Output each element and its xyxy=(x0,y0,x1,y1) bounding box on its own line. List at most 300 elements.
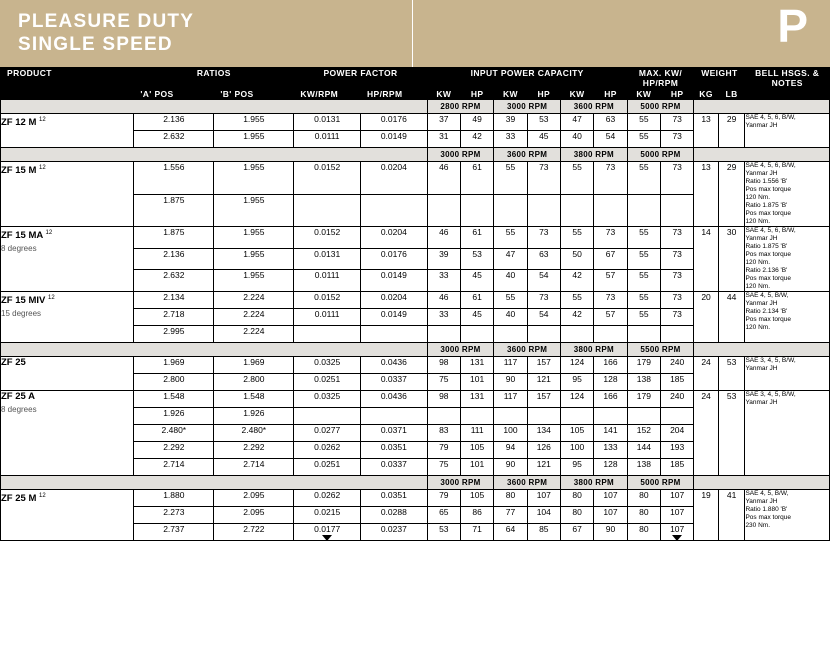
cell-kw-rpm: 0.0111 xyxy=(294,309,361,326)
rpm-band-label: 3000 RPM xyxy=(427,148,494,162)
cell-power-2 xyxy=(494,194,527,227)
cell-kw-rpm: 0.0177 xyxy=(294,524,361,541)
cell-a-pos: 2.714 xyxy=(134,459,214,476)
cell-power-5: 54 xyxy=(594,131,627,148)
cell-power-1 xyxy=(460,326,493,343)
cell-power-7: 240 xyxy=(661,391,694,408)
cell-power-6: 179 xyxy=(627,357,660,374)
cell-a-pos: 2.737 xyxy=(134,524,214,541)
cell-a-pos: 1.880 xyxy=(134,490,214,507)
page-banner xyxy=(0,0,830,67)
product-name-cell: ZF 15 M $^{12}$ xyxy=(1,162,134,227)
product-footnote-marker: 12 xyxy=(39,117,46,123)
cell-b-pos: 2.224 xyxy=(214,292,294,309)
cell-hp-rpm: 0.0351 xyxy=(361,490,428,507)
cell-power-3: 54 xyxy=(527,270,560,292)
cell-power-1: 45 xyxy=(460,270,493,292)
product-angle-label: 8 degrees xyxy=(1,405,37,414)
cell-b-pos: 2.722 xyxy=(214,524,294,541)
cell-power-7: 73 xyxy=(661,227,694,249)
cell-bell-housing-notes: SAE 4, 5, B/W, Yanmar JH Ratio 2.134 'B' Pos max torque 120 Nm. xyxy=(745,292,830,343)
th-hp-3: HP xyxy=(594,89,627,100)
cell-power-2: 55 xyxy=(494,292,527,309)
rpm-band-label: 2800 RPM xyxy=(427,100,494,114)
table-header xyxy=(1,68,830,100)
cell-power-1: 131 xyxy=(460,391,493,408)
cell-power-5: 128 xyxy=(594,374,627,391)
rpm-band-row xyxy=(1,148,830,162)
section-letter: P xyxy=(777,0,808,52)
cell-b-pos: 1.955 xyxy=(214,114,294,131)
cell-power-6: 55 xyxy=(627,227,660,249)
cell-power-1: 45 xyxy=(460,309,493,326)
cell-power-3: 54 xyxy=(527,309,560,326)
cell-power-3: 134 xyxy=(527,425,560,442)
product-footnote-marker: 12 xyxy=(47,295,55,301)
cell-hp-rpm: 0.0288 xyxy=(361,507,428,524)
cell-power-6 xyxy=(627,408,660,425)
cell-kw-rpm: 0.0251 xyxy=(294,374,361,391)
cell-power-0: 75 xyxy=(427,459,460,476)
cell-weight-kg: 14 xyxy=(694,227,718,292)
cell-power-5: 166 xyxy=(594,357,627,374)
th-power-factor: POWER FACTOR xyxy=(294,68,427,89)
rpm-band-spacer-end xyxy=(694,100,830,114)
cell-b-pos: 2.480* xyxy=(214,425,294,442)
rpm-band-row xyxy=(1,476,830,490)
cell-power-1: 61 xyxy=(460,292,493,309)
th-hp-1: HP xyxy=(460,89,493,100)
cell-power-4 xyxy=(560,326,593,343)
cell-power-5: 63 xyxy=(594,114,627,131)
cell-power-0: 46 xyxy=(427,227,460,249)
cell-b-pos: 1.955 xyxy=(214,131,294,148)
rpm-band-spacer-end xyxy=(694,476,830,490)
cell-weight-lb: 29 xyxy=(718,162,745,227)
cell-power-6 xyxy=(627,194,660,227)
th-a-pos: 'A' POS xyxy=(134,89,214,100)
cell-power-5: 133 xyxy=(594,442,627,459)
cell-power-5: 73 xyxy=(594,227,627,249)
cell-power-0: 83 xyxy=(427,425,460,442)
cell-power-2: 117 xyxy=(494,391,527,408)
cell-power-2: 33 xyxy=(494,131,527,148)
cell-hp-rpm: 0.0204 xyxy=(361,162,428,195)
cell-a-pos: 1.969 xyxy=(134,357,214,374)
cell-power-4: 105 xyxy=(560,425,593,442)
cell-power-7 xyxy=(661,408,694,425)
page-title-line2: SINGLE SPEED xyxy=(18,34,173,55)
cell-power-4 xyxy=(560,408,593,425)
rpm-band-spacer xyxy=(1,476,428,490)
cell-power-7: 185 xyxy=(661,374,694,391)
cell-power-3: 45 xyxy=(527,131,560,148)
rpm-band-label: 5500 RPM xyxy=(627,343,694,357)
cell-a-pos: 2.480* xyxy=(134,425,214,442)
cell-hp-rpm xyxy=(361,194,428,227)
cell-power-6: 144 xyxy=(627,442,660,459)
table-row xyxy=(1,227,830,249)
cell-power-0: 75 xyxy=(427,374,460,391)
continued-arrow-icon xyxy=(672,535,682,541)
cell-b-pos: 2.800 xyxy=(214,374,294,391)
rpm-band-spacer xyxy=(1,343,428,357)
rpm-band-label: 3800 RPM xyxy=(560,476,627,490)
th-lb: LB xyxy=(718,89,745,100)
cell-weight-kg: 19 xyxy=(694,490,718,541)
cell-power-2: 55 xyxy=(494,162,527,195)
th-kw-3: KW xyxy=(560,89,593,100)
cell-power-2: 55 xyxy=(494,227,527,249)
cell-weight-kg: 24 xyxy=(694,391,718,476)
cell-power-0: 33 xyxy=(427,309,460,326)
cell-power-1: 101 xyxy=(460,374,493,391)
cell-hp-rpm xyxy=(361,408,428,425)
cell-a-pos: 2.134 xyxy=(134,292,214,309)
cell-power-7: 107 xyxy=(661,507,694,524)
cell-weight-lb: 53 xyxy=(718,357,745,391)
cell-power-5 xyxy=(594,326,627,343)
cell-power-0: 39 xyxy=(427,248,460,270)
cell-power-2: 40 xyxy=(494,270,527,292)
cell-power-7: 73 xyxy=(661,292,694,309)
cell-power-4: 80 xyxy=(560,490,593,507)
product-angle-label: 8 degrees xyxy=(1,244,37,254)
cell-kw-rpm: 0.0111 xyxy=(294,270,361,292)
cell-power-0 xyxy=(427,326,460,343)
rpm-band-label: 5000 RPM xyxy=(627,148,694,162)
cell-kw-rpm xyxy=(294,408,361,425)
cell-kw-rpm: 0.0152 xyxy=(294,162,361,195)
cell-a-pos: 1.556 xyxy=(134,162,214,195)
banner-divider xyxy=(412,0,413,67)
cell-kw-rpm: 0.0152 xyxy=(294,227,361,249)
cell-a-pos: 1.875 xyxy=(134,194,214,227)
cell-power-4 xyxy=(560,194,593,227)
cell-kw-rpm xyxy=(294,326,361,343)
rpm-band-label: 5000 RPM xyxy=(627,100,694,114)
cell-power-3 xyxy=(527,194,560,227)
page-title-line1: PLEASURE DUTY xyxy=(18,11,195,32)
cell-power-7: 73 xyxy=(661,309,694,326)
cell-power-7: 107 xyxy=(661,490,694,507)
cell-a-pos: 2.292 xyxy=(134,442,214,459)
cell-hp-rpm: 0.0149 xyxy=(361,270,428,292)
cell-hp-rpm: 0.0149 xyxy=(361,309,428,326)
cell-power-7: 193 xyxy=(661,442,694,459)
cell-hp-rpm: 0.0371 xyxy=(361,425,428,442)
th-kw-rpm: KW/RPM xyxy=(294,89,361,100)
th-max-kw: MAX. KW/ HP/RPM xyxy=(627,68,694,89)
cell-power-4: 124 xyxy=(560,391,593,408)
specification-table xyxy=(0,67,830,541)
cell-weight-lb: 30 xyxy=(718,227,745,292)
cell-power-2: 100 xyxy=(494,425,527,442)
th-kw-4: KW xyxy=(627,89,660,100)
cell-hp-rpm xyxy=(361,326,428,343)
cell-weight-kg: 13 xyxy=(694,162,718,227)
product-name-cell: ZF 25 xyxy=(1,357,134,391)
cell-b-pos: 1.955 xyxy=(214,162,294,195)
cell-power-1: 131 xyxy=(460,357,493,374)
cell-power-4: 67 xyxy=(560,524,593,541)
rpm-band-label: 3000 RPM xyxy=(427,343,494,357)
th-b-pos: 'B' POS xyxy=(214,89,294,100)
cell-power-3: 157 xyxy=(527,391,560,408)
cell-bell-housing-notes: SAE 3, 4, 5, B/W, Yanmar JH xyxy=(745,391,830,476)
cell-kw-rpm: 0.0152 xyxy=(294,292,361,309)
cell-power-7: 73 xyxy=(661,270,694,292)
cell-power-0: 53 xyxy=(427,524,460,541)
cell-power-0: 33 xyxy=(427,270,460,292)
cell-power-1: 105 xyxy=(460,490,493,507)
cell-power-4: 55 xyxy=(560,227,593,249)
cell-bell-housing-notes: SAE 4, 5, 6, B/W, Yanmar JH xyxy=(745,114,830,148)
cell-power-1: 49 xyxy=(460,114,493,131)
cell-power-3: 121 xyxy=(527,374,560,391)
cell-b-pos: 1.926 xyxy=(214,408,294,425)
cell-power-3 xyxy=(527,326,560,343)
cell-bell-housing-notes: SAE 4, 5, B/W, Yanmar JH Ratio 1.880 'B' Pos max torque 230 Nm. xyxy=(745,490,830,541)
cell-power-3: 157 xyxy=(527,357,560,374)
cell-a-pos: 2.632 xyxy=(134,131,214,148)
rpm-band-spacer xyxy=(1,100,428,114)
cell-power-5: 128 xyxy=(594,459,627,476)
cell-kw-rpm: 0.0215 xyxy=(294,507,361,524)
cell-kw-rpm: 0.0262 xyxy=(294,490,361,507)
cell-power-7: 204 xyxy=(661,425,694,442)
cell-hp-rpm: 0.0176 xyxy=(361,248,428,270)
cell-a-pos: 2.632 xyxy=(134,270,214,292)
cell-weight-kg: 24 xyxy=(694,357,718,391)
cell-power-3: 126 xyxy=(527,442,560,459)
cell-b-pos: 2.292 xyxy=(214,442,294,459)
cell-b-pos: 1.548 xyxy=(214,391,294,408)
cell-a-pos: 2.273 xyxy=(134,507,214,524)
cell-a-pos: 2.800 xyxy=(134,374,214,391)
cell-bell-housing-notes: SAE 4, 5, 6, B/W, Yanmar JH Ratio 1.875 'B' Pos max torque 120 Nm. Ratio 2.136 'B' Pos max torque 120 Nm. xyxy=(745,227,830,292)
cell-power-7: 107 xyxy=(661,524,694,541)
cell-b-pos: 1.969 xyxy=(214,357,294,374)
cell-power-2: 47 xyxy=(494,248,527,270)
cell-power-1: 111 xyxy=(460,425,493,442)
cell-power-4: 95 xyxy=(560,459,593,476)
th-bell-hsgs: BELL HSGS. & NOTES xyxy=(745,68,830,100)
rpm-band-spacer-end xyxy=(694,148,830,162)
cell-power-4: 100 xyxy=(560,442,593,459)
cell-a-pos: 2.136 xyxy=(134,248,214,270)
cell-power-1: 42 xyxy=(460,131,493,148)
cell-power-5: 73 xyxy=(594,162,627,195)
cell-power-1: 71 xyxy=(460,524,493,541)
cell-power-4: 42 xyxy=(560,270,593,292)
cell-power-6: 55 xyxy=(627,114,660,131)
th-kw-1: KW xyxy=(427,89,460,100)
cell-weight-kg: 20 xyxy=(694,292,718,343)
cell-power-7: 73 xyxy=(661,131,694,148)
cell-power-1: 53 xyxy=(460,248,493,270)
cell-power-0: 46 xyxy=(427,292,460,309)
th-hp-2: HP xyxy=(527,89,560,100)
cell-power-1 xyxy=(460,194,493,227)
rpm-band-row xyxy=(1,343,830,357)
rpm-band-row xyxy=(1,100,830,114)
cell-power-7: 185 xyxy=(661,459,694,476)
cell-power-0 xyxy=(427,194,460,227)
cell-power-4: 124 xyxy=(560,357,593,374)
cell-power-5: 73 xyxy=(594,292,627,309)
cell-hp-rpm: 0.0337 xyxy=(361,374,428,391)
cell-hp-rpm: 0.0436 xyxy=(361,391,428,408)
cell-b-pos: 1.955 xyxy=(214,227,294,249)
cell-a-pos: 1.926 xyxy=(134,408,214,425)
cell-power-7: 73 xyxy=(661,248,694,270)
cell-power-4: 55 xyxy=(560,292,593,309)
cell-power-7 xyxy=(661,326,694,343)
product-footnote-marker: 12 xyxy=(45,230,53,236)
cell-power-3: 73 xyxy=(527,162,560,195)
cell-power-0: 31 xyxy=(427,131,460,148)
cell-hp-rpm: 0.0351 xyxy=(361,442,428,459)
rpm-band-label: 3800 RPM xyxy=(560,343,627,357)
cell-hp-rpm: 0.0204 xyxy=(361,292,428,309)
product-name-cell: ZF 15 MIV $^{12}$ 15 degrees xyxy=(1,292,134,343)
cell-power-4: 80 xyxy=(560,507,593,524)
cell-kw-rpm xyxy=(294,194,361,227)
cell-power-2 xyxy=(494,326,527,343)
rpm-band-spacer xyxy=(1,148,428,162)
cell-power-2: 117 xyxy=(494,357,527,374)
cell-power-3: 73 xyxy=(527,227,560,249)
cell-a-pos: 2.136 xyxy=(134,114,214,131)
cell-power-6: 138 xyxy=(627,459,660,476)
cell-power-0: 98 xyxy=(427,391,460,408)
table-row xyxy=(1,292,830,309)
cell-power-6: 55 xyxy=(627,131,660,148)
cell-power-4: 40 xyxy=(560,131,593,148)
cell-power-5: 107 xyxy=(594,490,627,507)
cell-a-pos: 1.875 xyxy=(134,227,214,249)
cell-power-5: 166 xyxy=(594,391,627,408)
cell-kw-rpm: 0.0262 xyxy=(294,442,361,459)
rpm-band-label: 3800 RPM xyxy=(560,148,627,162)
cell-power-6: 138 xyxy=(627,374,660,391)
cell-kw-rpm: 0.0111 xyxy=(294,131,361,148)
cell-hp-rpm: 0.0176 xyxy=(361,114,428,131)
product-name-cell: ZF 12 M $^{12}$ xyxy=(1,114,134,148)
cell-kw-rpm: 0.0325 xyxy=(294,357,361,374)
cell-power-1: 105 xyxy=(460,442,493,459)
cell-power-4: 50 xyxy=(560,248,593,270)
cell-power-0: 79 xyxy=(427,490,460,507)
rpm-band-label: 3600 RPM xyxy=(494,148,561,162)
cell-power-3: 85 xyxy=(527,524,560,541)
cell-power-2: 90 xyxy=(494,374,527,391)
cell-power-2: 39 xyxy=(494,114,527,131)
cell-power-0: 46 xyxy=(427,162,460,195)
cell-kw-rpm: 0.0277 xyxy=(294,425,361,442)
product-name-cell: ZF 15 MA $^{12}$ 8 degrees xyxy=(1,227,134,292)
cell-power-6: 80 xyxy=(627,490,660,507)
continued-arrow-icon xyxy=(322,535,332,541)
table-body xyxy=(1,100,830,541)
table-row xyxy=(1,391,830,408)
th-ratios: RATIOS xyxy=(134,68,294,89)
cell-power-5: 107 xyxy=(594,507,627,524)
th-hp-4: HP xyxy=(661,89,694,100)
product-angle-label: 15 degrees xyxy=(1,309,42,319)
cell-power-6: 55 xyxy=(627,270,660,292)
cell-power-3: 104 xyxy=(527,507,560,524)
cell-b-pos: 1.955 xyxy=(214,248,294,270)
cell-hp-rpm: 0.0149 xyxy=(361,131,428,148)
cell-power-5 xyxy=(594,194,627,227)
cell-power-2: 80 xyxy=(494,490,527,507)
cell-power-3 xyxy=(527,408,560,425)
cell-power-1: 61 xyxy=(460,162,493,195)
cell-power-6: 55 xyxy=(627,248,660,270)
rpm-band-spacer-end xyxy=(694,343,830,357)
cell-power-6: 80 xyxy=(627,524,660,541)
cell-power-3: 63 xyxy=(527,248,560,270)
cell-b-pos: 1.955 xyxy=(214,270,294,292)
cell-weight-lb: 29 xyxy=(718,114,745,148)
cell-weight-lb: 53 xyxy=(718,391,745,476)
cell-weight-kg: 13 xyxy=(694,114,718,148)
cell-weight-lb: 44 xyxy=(718,292,745,343)
cell-power-4: 42 xyxy=(560,309,593,326)
cell-kw-rpm: 0.0325 xyxy=(294,391,361,408)
cell-b-pos: 2.095 xyxy=(214,490,294,507)
cell-power-7: 240 xyxy=(661,357,694,374)
cell-power-6: 55 xyxy=(627,292,660,309)
cell-power-7 xyxy=(661,194,694,227)
product-footnote-marker: 12 xyxy=(39,165,46,171)
cell-power-2: 94 xyxy=(494,442,527,459)
cell-power-5: 141 xyxy=(594,425,627,442)
cell-power-0: 79 xyxy=(427,442,460,459)
cell-power-0: 98 xyxy=(427,357,460,374)
cell-power-2 xyxy=(494,408,527,425)
cell-b-pos: 2.095 xyxy=(214,507,294,524)
cell-b-pos: 2.224 xyxy=(214,309,294,326)
cell-power-6: 55 xyxy=(627,309,660,326)
rpm-band-label: 3600 RPM xyxy=(560,100,627,114)
cell-power-1 xyxy=(460,408,493,425)
cell-power-1: 61 xyxy=(460,227,493,249)
rpm-band-label: 3600 RPM xyxy=(494,343,561,357)
cell-power-5 xyxy=(594,408,627,425)
product-name-cell: ZF 25 M $^{12}$ xyxy=(1,490,134,541)
product-name-cell: ZF 25 A 8 degrees xyxy=(1,391,134,476)
cell-power-2: 90 xyxy=(494,459,527,476)
cell-a-pos: 1.548 xyxy=(134,391,214,408)
th-input-power-capacity: INPUT POWER CAPACITY xyxy=(427,68,627,89)
cell-power-3: 107 xyxy=(527,490,560,507)
cell-a-pos: 2.718 xyxy=(134,309,214,326)
cell-kw-rpm: 0.0131 xyxy=(294,114,361,131)
rpm-band-label: 5000 RPM xyxy=(627,476,694,490)
cell-power-7: 73 xyxy=(661,114,694,131)
cell-power-2: 77 xyxy=(494,507,527,524)
table-row xyxy=(1,490,830,507)
cell-power-0: 37 xyxy=(427,114,460,131)
product-footnote-marker: 12 xyxy=(39,493,46,499)
th-kg: KG xyxy=(694,89,718,100)
th-weight: WEIGHT xyxy=(694,68,745,89)
cell-kw-rpm: 0.0251 xyxy=(294,459,361,476)
rpm-band-label: 3000 RPM xyxy=(494,100,561,114)
